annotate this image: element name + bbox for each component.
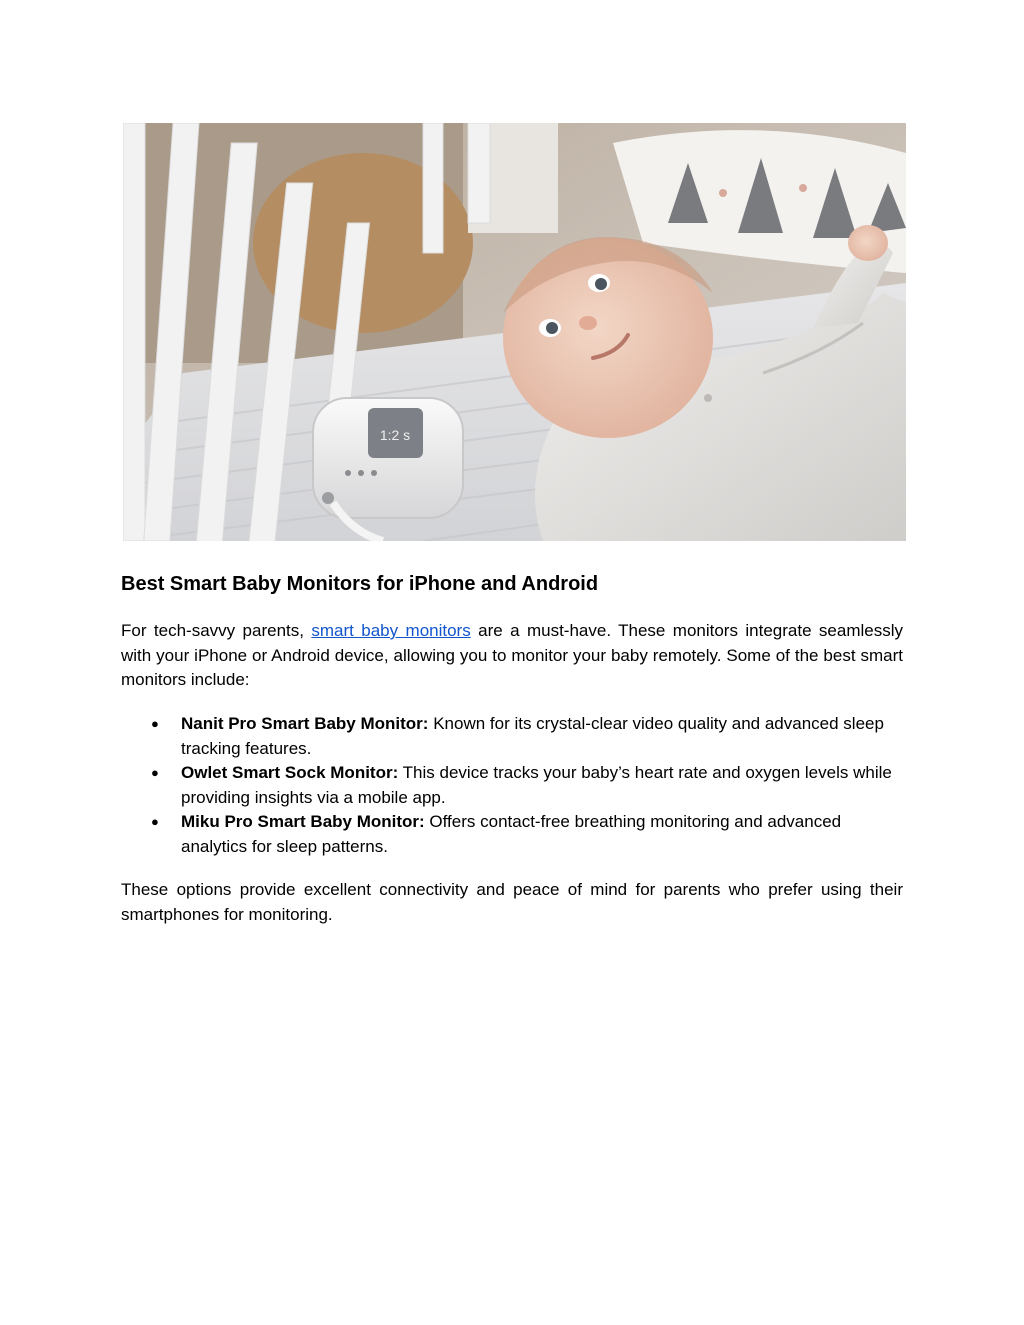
list-item-title: Miku Pro Smart Baby Monitor: — [181, 812, 425, 831]
list-item — [121, 712, 903, 761]
outro-paragraph: These options provide excellent connectivity and peace of mind for parents who prefer using their smartphones for monitoring. — [121, 880, 903, 924]
intro-text-after-link: are a must-have. These monitors integrate seamlessly with your iPhone or Android device, allowing you to monitor your baby remotely. Some of the best smart monitors include: — [121, 621, 904, 689]
baby-monitor-photo — [123, 123, 906, 541]
page-title: Best Smart Baby Monitors for iPhone and Android — [121, 573, 599, 595]
list-item-text: Offers contact-free breathing monitoring and advanced analytics for sleep patterns. — [181, 812, 842, 856]
list-item — [121, 761, 903, 810]
list-item-text: Known for its crystal-clear video quality and advanced sleep tracking features. — [181, 714, 884, 758]
intro-paragraph — [121, 619, 903, 693]
bullet-icon: ● — [151, 716, 159, 731]
monitor-list — [121, 712, 903, 859]
smart-baby-monitors-link[interactable]: smart baby monitors — [311, 621, 471, 640]
intro-text-before-link: For tech-savvy parents, — [121, 621, 312, 640]
bullet-icon: ● — [151, 765, 159, 780]
bullet-icon: ● — [151, 814, 159, 829]
device-display-text: 1:2 s — [379, 427, 411, 443]
list-item-title: Owlet Smart Sock Monitor: — [181, 763, 399, 782]
list-item-title: Nanit Pro Smart Baby Monitor: — [181, 714, 429, 733]
list-item — [121, 810, 903, 859]
list-item-text: This device tracks your baby’s heart rate and oxygen levels while providing insights via a mobile app. — [181, 763, 892, 807]
